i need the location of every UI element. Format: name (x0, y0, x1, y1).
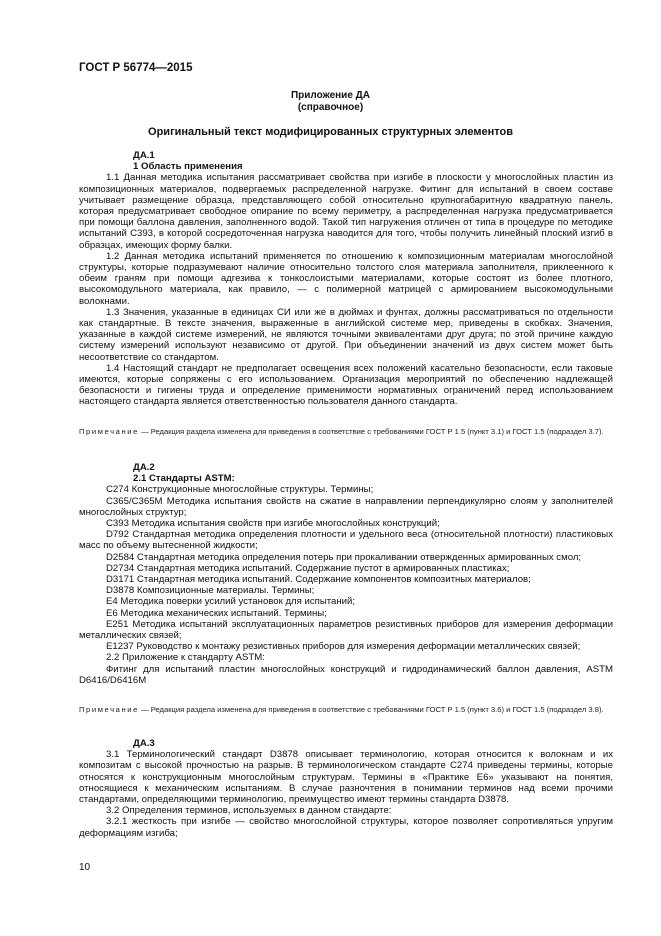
paragraph: 3.1 Терминологический стандарт D3878 описывает терминологию, которая относится к волокнам и их композитам с высокой прочностью на разрыв. В терминологическом стандарте C274 приведены термины, которые относятся к конструкционным многослойным структурам. Термины в «Практике E6» указывают на понятия, относящиеся к механическим испытаниям. В случае разночтения в понимании терминов над всеми прочими стандартами, определяющими терминологию, преимущество имеют термины стандарта D3878. (79, 749, 613, 806)
note-da2 (79, 705, 613, 715)
list-item: D2584 Стандартная методика определения потерь при прокаливании отвержденных армированных смол; (106, 551, 582, 563)
appendix-title: Приложение ДА (290, 90, 371, 101)
list-item: D3878 Композиционные материалы. Термины; (106, 585, 315, 597)
page-number: 10 (79, 862, 91, 873)
paragraph: 1.2 Данная методика испытаний применяется по отношению к композиционным материалам многослойной структуры, которые подразумевают наличие относительно толстого слоя материала заполнителя, приклеенного к обеим граням при помощи адгезива к тонкослоистыми материалами, которые состоят из более плотного, высокомодульного материала, как правило, — с полимерной матрицей с армированием высокомодульными волокнами. (79, 250, 613, 307)
paragraph: 1.4 Настоящий стандарт не предполагает освещения всех положений касательно безопасности, если таковые имеются, которые сопряжены с его использованием. Организация мероприятий по обеспечению надлежащей безопасности и гигиены труда и определение применимости нормативных ограничений перед использованием настоящего стандарта является ответственностью пользователя данного стандарта. (79, 362, 613, 408)
list-item: C274 Конструкционные многослойные структуры. Термины; (106, 484, 374, 496)
list-item: D792 Стандартная методика определения плотности и удельного веса (относительной плотности) пластиковых масс по объему вытесненной жидкости; (79, 529, 613, 552)
section-label: ДА.3 (133, 738, 155, 749)
note-label: Примечание (79, 705, 139, 714)
note-label: Примечание (79, 427, 139, 436)
list-item: E4 Методика поверки усилий установок для испытаний; (106, 596, 356, 608)
section-title: Оригинальный текст модифицированных структурных элементов (148, 126, 513, 138)
section-label: ДА.1 (133, 150, 155, 161)
note-text: — Редакция раздела изменена для приведения в соответствие с требованиями ГОСТ Р 1.5 (пункт 3.6) и ГОСТ 1.5 (подраздел 3.8). (138, 705, 604, 714)
paragraph: 3.2 Определения терминов, используемых в данном стандарте: (106, 805, 392, 817)
list-item: C365/C365M Методика испытания свойств на сжатие в направлении перпендикулярно слоям у заполнителей многослойных структур; (79, 495, 613, 518)
note-da1 (79, 427, 613, 437)
section-da2 (79, 462, 613, 686)
list-item: D2734 Стандартная методика испытаний. Содержание пустот в армированных пластиках; (106, 562, 510, 574)
paragraph: 3.2.1 жесткость при изгибе — свойство многослойной структуры, которое позволяет сопротивляться упругим деформациям изгиба; (79, 816, 613, 839)
list-item: C393 Методика испытания свойств при изгибе многослойных конструкций; (106, 518, 440, 530)
section-da1 (79, 150, 613, 408)
paragraph: 1.1 Данная методика испытания рассматривает свойства при изгибе в плоскости у многослойных пластин из композиционных материалов, подвергаемых распределенной нагрузке. Фитинг для испытаний в своем составе учитывает размещение образца, представляющего собой относительно крупногабаритную квадратную панель, которая предусматривает свободное опирание по всему периметру, а распределенная нагрузка предусматривается при помощи баллона давления, заполненного водой. Такой тип нагружения отличен от типа в процедуре по методике испытаний C393, в которой сосредоточенная нагрузка наводится для того, чтобы получить линейный плоский изгиб в образцах, имеющих форму балки. (79, 172, 613, 251)
list-item: D3171 Стандартная методика испытаний. Содержание компонентов композитных материалов; (106, 574, 531, 586)
section-da3 (79, 738, 613, 839)
section-label: ДА.2 (133, 462, 155, 473)
list-item: E6 Методика механических испытаний. Термины; (106, 607, 327, 619)
list-item: E251 Методика испытаний эксплуатационных параметров резистивных приборов для измерения деформации металлических связей; (79, 618, 613, 642)
paragraph: 1.3 Значения, указанные в единицах СИ или же в дюймах и фунтах, должны рассматриваться по отдельности как стандартные. В тексте значения, выраженные в английской системе мер, приведены в скобках. Значения, указанные в каждой системе измерений, не являются точными эквивалентами друг друга; по этой причине каждую систему измерений используют независимо от другой. При объединении значений из двух систем может быть несоответствие со стандартом. (79, 306, 613, 363)
document-code: ГОСТ Р 56774—2015 (79, 62, 193, 74)
note-text: — Редакция раздела изменена для приведения в соответствие с требованиями ГОСТ Р 1.5 (пункт 3.1) и ГОСТ 1.5 (подраздел 3.7). (138, 427, 604, 436)
list-item: E1237 Руководство к монтажу резистивных приборов для измерения деформации металлических связей; (106, 641, 581, 653)
section-heading: 2.1 Стандарты ASTM: (133, 473, 235, 485)
list-item: Фитинг для испытаний пластин многослойных конструкций и гидродинамический баллон давления, ASTM D6416/D6416M (79, 663, 613, 686)
appendix-subtitle: (справочное) (297, 102, 364, 113)
appendix-heading (0, 90, 661, 114)
list-item: 2.2 Приложение к стандарту ASTM: (106, 652, 265, 664)
section-heading: 1 Область применения (133, 161, 243, 173)
